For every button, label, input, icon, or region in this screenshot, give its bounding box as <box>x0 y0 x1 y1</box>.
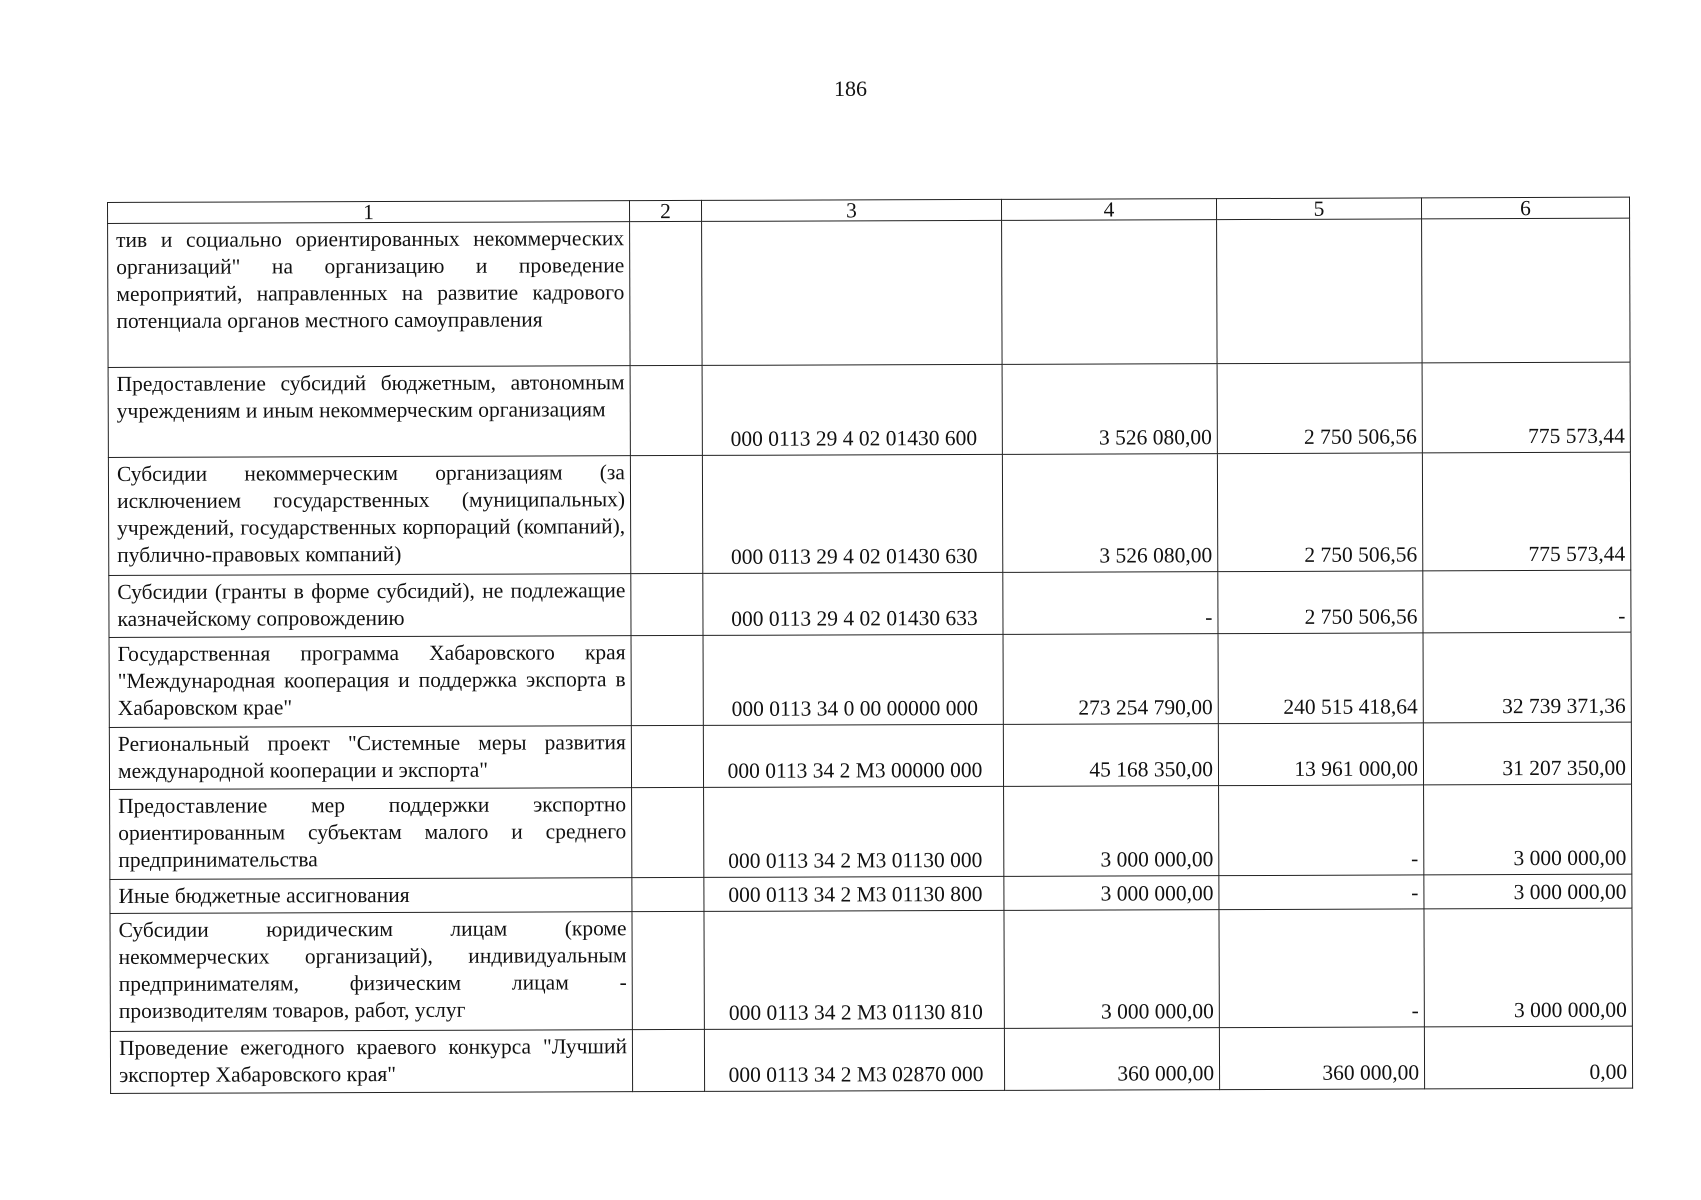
table-row <box>108 362 1630 457</box>
row-col2 <box>631 725 703 787</box>
table-row <box>109 722 1631 789</box>
row-col5: 2 750 506,56 <box>1217 453 1422 572</box>
row-col2 <box>632 1029 704 1091</box>
row-col6: 3 000 000,00 <box>1424 874 1632 909</box>
row-code: 000 0113 34 2 M3 01130 000 <box>704 786 1004 877</box>
row-col5: 13 961 000,00 <box>1218 723 1423 786</box>
row-col6: 0,00 <box>1424 1026 1632 1089</box>
row-col2 <box>630 365 702 455</box>
row-col4: 273 254 790,00 <box>1003 634 1218 725</box>
row-col5: - <box>1219 785 1424 876</box>
row-name: Предоставление субсидий бюджетным, автономным учреждениям и иным некоммерческим организациям <box>108 366 630 458</box>
row-col4: 3 526 080,00 <box>1002 454 1217 573</box>
row-col4: - <box>1003 572 1218 635</box>
row-col6: 31 207 350,00 <box>1423 722 1631 785</box>
row-code: 000 0113 29 4 02 01430 630 <box>702 454 1002 573</box>
table-row <box>110 874 1632 913</box>
table-row <box>109 570 1631 637</box>
row-col2 <box>632 877 704 911</box>
row-code: 000 0113 29 4 02 01430 600 <box>702 364 1002 455</box>
row-code: 000 0113 34 2 M3 02870 000 <box>704 1028 1004 1091</box>
header-col-4: 4 <box>1001 199 1216 221</box>
row-col6: 775 573,44 <box>1422 452 1630 571</box>
header-col-3: 3 <box>701 199 1001 221</box>
row-col6: 775 573,44 <box>1422 362 1630 453</box>
row-col6: 32 739 371,36 <box>1423 632 1631 723</box>
table-row <box>109 632 1631 727</box>
row-col5: 360 000,00 <box>1219 1027 1424 1090</box>
row-name: Проведение ежегодного краевого конкурса "Лучший экспортер Хабаровского края" <box>110 1030 632 1094</box>
row-col4 <box>1002 220 1218 365</box>
row-name: Субсидии (гранты в форме субсидий), не подлежащие казначейскому сопровождению <box>109 574 631 638</box>
row-code: 000 0113 34 2 M3 00000 000 <box>703 724 1003 787</box>
header-col-5: 5 <box>1216 198 1421 220</box>
row-col4: 45 168 350,00 <box>1003 724 1218 787</box>
row-col5 <box>1217 219 1423 364</box>
table-row <box>110 1026 1632 1093</box>
row-name: Предоставление мер поддержки экспортно ориентированным субъектам малого и среднего предпринимательства <box>110 788 632 880</box>
row-col4: 3 000 000,00 <box>1004 876 1219 911</box>
table-row <box>108 452 1630 575</box>
row-col6 <box>1422 218 1631 363</box>
header-col-1: 1 <box>108 201 630 224</box>
row-name: Иные бюджетные ассигнования <box>110 878 632 914</box>
header-col-6: 6 <box>1421 197 1629 219</box>
row-col4: 3 000 000,00 <box>1004 786 1219 877</box>
row-col5: 2 750 506,56 <box>1218 571 1423 634</box>
row-col4: 3 526 080,00 <box>1002 364 1217 455</box>
row-col2 <box>632 911 704 1029</box>
row-code: 000 0113 34 2 M3 01130 800 <box>704 876 1004 911</box>
row-col4: 360 000,00 <box>1004 1028 1219 1091</box>
budget-table <box>107 197 1633 1094</box>
row-col2 <box>630 221 703 365</box>
row-col6: - <box>1423 570 1631 633</box>
row-col5: 240 515 418,64 <box>1218 633 1423 724</box>
row-code <box>702 220 1003 365</box>
row-name: Субсидии некоммерческим организациям (за исключением государственных (муниципальных) учреждений, государственных корпораций (компаний), публично-правовых компаний) <box>108 456 630 576</box>
row-col4: 3 000 000,00 <box>1004 910 1219 1029</box>
row-col2 <box>632 787 704 877</box>
row-col2 <box>631 573 703 635</box>
row-col5: 2 750 506,56 <box>1217 363 1422 454</box>
row-col6: 3 000 000,00 <box>1424 908 1632 1027</box>
row-name: Субсидии юридическим лицам (кроме некоммерческих организаций), индивидуальным предпринимателям, физическим лицам - производителям товаров, работ, услуг <box>110 912 632 1032</box>
row-name: Региональный проект "Системные меры развития международной кооперации и экспорта" <box>109 726 631 790</box>
table-row <box>110 784 1632 879</box>
row-col5: - <box>1219 875 1424 910</box>
row-col6: 3 000 000,00 <box>1424 784 1632 875</box>
row-col2 <box>630 455 702 573</box>
header-col-2: 2 <box>629 200 701 221</box>
row-name: тив и социально ориентированных некоммерческих организаций" на организацию и проведение мероприятий, направленных на развитие кадрового потенциала органов местного самоуправления <box>108 222 630 368</box>
row-code: 000 0113 34 0 00 00000 000 <box>703 634 1003 725</box>
page-number: 186 <box>834 76 867 101</box>
row-col2 <box>631 635 703 725</box>
table-row <box>110 908 1632 1031</box>
row-code: 000 0113 34 2 M3 01130 810 <box>704 910 1004 1029</box>
table-row <box>108 218 1630 367</box>
row-col5: - <box>1219 909 1424 1028</box>
row-code: 000 0113 29 4 02 01430 633 <box>703 572 1003 635</box>
row-name: Государственная программа Хабаровского края "Международная кооперация и поддержка экспорта в Хабаровском крае" <box>109 636 631 728</box>
